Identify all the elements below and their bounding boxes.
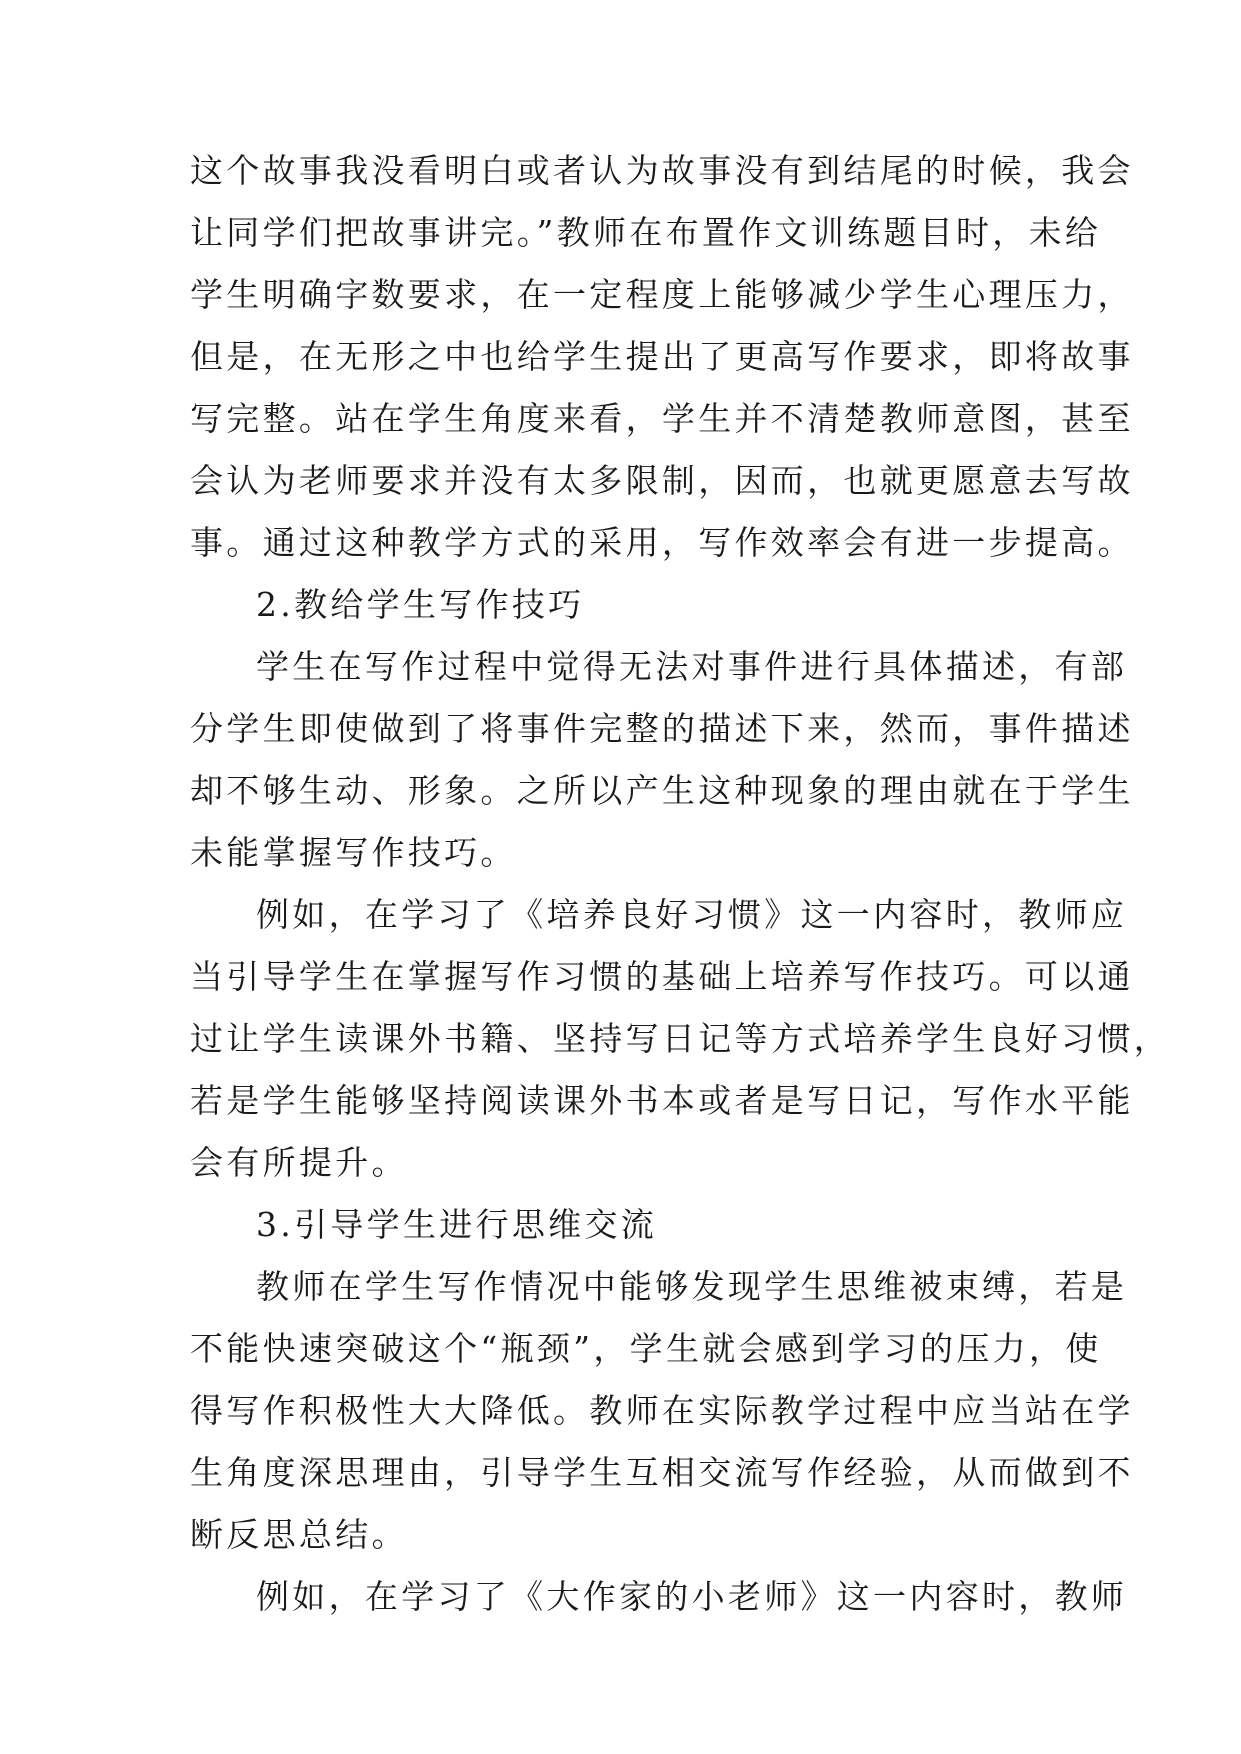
text-line: 写完整。站在学生角度来看，学生并不清楚教师意图，甚至 [190, 399, 1134, 438]
text-line: 过让学生读课外书籍、坚持写日记等方式培养学生良好习惯， [190, 1019, 1171, 1058]
text-line: 未能掌握写作技巧。 [190, 833, 517, 872]
text-line: 却不够生动、形象。之所以产生这种现象的理由就在于学生 [190, 771, 1134, 810]
text-line: 生角度深思理由，引导学生互相交流写作经验，从而做到不 [190, 1453, 1134, 1492]
text-line: 得写作积极性大大降低。教师在实际教学过程中应当站在学 [190, 1391, 1134, 1430]
text-line: 断反思总结。 [190, 1515, 408, 1554]
text-line: 这个故事我没看明白或者认为故事没有到结尾的时候，我会 [190, 151, 1134, 190]
document-page [190, 140, 1171, 1628]
text-line: 事。通过这种教学方式的采用，写作效率会有进一步提高。 [190, 523, 1134, 562]
text-line: 若是学生能够坚持阅读课外书本或者是写日记，写作水平能 [190, 1081, 1134, 1120]
text-line: 例如，在学习了《培养良好习惯》这一内容时，教师应 [256, 895, 1128, 934]
text-line: 不能快速突破这个“瓶颈”，学生就会感到学习的压力，使 [190, 1329, 1102, 1368]
text-line: 但是，在无形之中也给学生提出了更高写作要求，即将故事 [190, 337, 1134, 376]
text-line: 教师在学生写作情况中能够发现学生思维被束缚，若是 [256, 1267, 1128, 1306]
text-line: 会认为老师要求并没有太多限制，因而，也就更愿意去写故 [190, 461, 1134, 500]
text-line: 分学生即使做到了将事件完整的描述下来，然而，事件描述 [190, 709, 1134, 748]
section-heading: 2.教给学生写作技巧 [256, 585, 585, 624]
text-line: 学生在写作过程中觉得无法对事件进行具体描述，有部 [256, 647, 1128, 686]
text-line: 当引导学生在掌握写作习惯的基础上培养写作技巧。可以通 [190, 957, 1134, 996]
text-line: 让同学们把故事讲完。”教师在布置作文训练题目时，未给 [190, 213, 1102, 252]
section-heading: 3.引导学生进行思维交流 [256, 1205, 658, 1244]
text-line: 会有所提升。 [190, 1143, 408, 1182]
text-line: 学生明确字数要求，在一定程度上能够减少学生心理压力， [190, 275, 1134, 314]
text-line: 例如，在学习了《大作家的小老师》这一内容时，教师 [256, 1577, 1128, 1616]
